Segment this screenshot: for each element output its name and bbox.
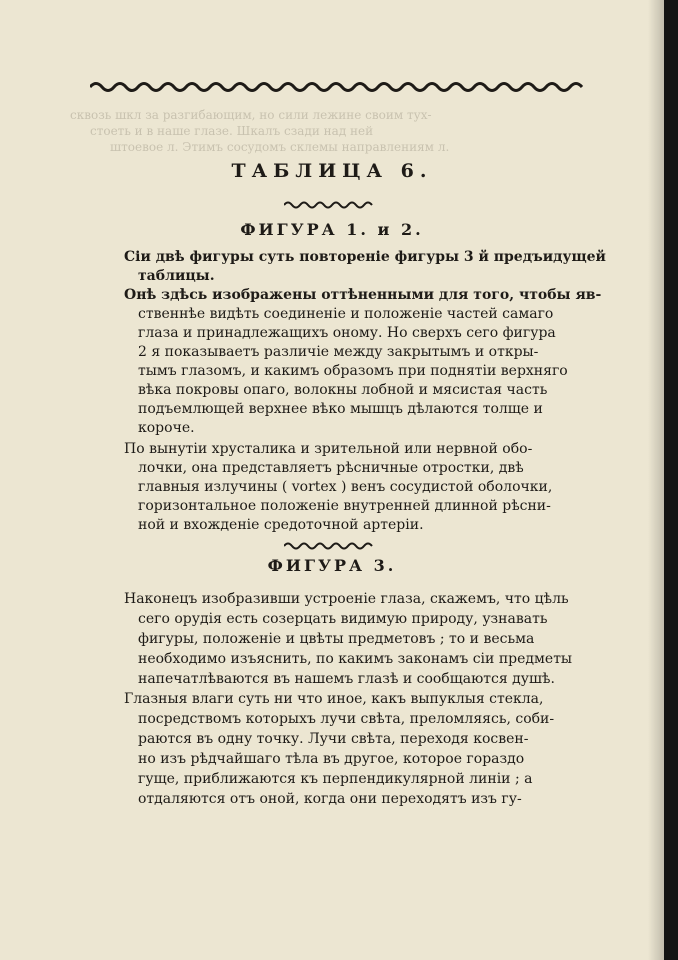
top-ornament-rule [90,80,590,94]
text-line: 2 я показываетъ различiе между закрытымъ и откры- [138,344,539,360]
text-line: гуще, приближаются къ перпендикулярной линiи ; а [138,771,533,787]
figure-1-2-heading: ФИГУРА 1. и 2. [240,220,424,239]
figure-3-heading: ФИГУРА 3. [267,556,397,575]
small-ornament [284,200,374,210]
text-line: сего орудiя есть созерцать видимую природу, узнавать [138,611,548,627]
text-line: По вынутiи хрусталика и зрительной или нервной обо- [124,441,533,457]
text-line: Сiи двѣ фигуры суть повторенiе фигуры 3 й предъидущей [124,249,606,265]
text-line: глаза и принадлежащихъ оному. Но сверхъ сего фигура [138,325,556,341]
text-line: но изъ рѣдчайшаго тѣла въ другое, которое гораздо [138,751,525,767]
text-line: Онѣ здѣсь изображены оттѣненными для того, чтобы яв- [124,287,602,303]
text-line: тымъ глазомъ, и какимъ образомъ при поднятiи верхняго [138,363,568,379]
bleed-through-line: сквозь шкл за разгибающим, но сили лежине своим тух- [70,108,432,122]
text-line: главныя излучины ( vortex ) венъ сосудистой оболочки, [138,479,553,495]
text-line: таблицы. [138,268,215,284]
page-edge-shadow [648,0,664,960]
bleed-through-line: штоевое л. Этимъ сосудомъ склемы направлениям л. [110,140,450,154]
text-line: ственнѣе видѣть соединенiе и положенiе частей самаго [138,306,554,322]
text-line: Наконецъ изобразивши устроенiе глаза, скажемъ, что цѣль [124,591,569,607]
text-line: посредствомъ которыхъ лучи свѣта, преломляясь, соби- [138,711,555,727]
text-line: отдаляются отъ оной, когда они переходятъ изъ гу- [138,791,522,807]
text-line: вѣка покровы опаго, волокны лобной и мясистая часть [138,382,548,398]
text-line: необходимо изъяснить, по какимъ законамъ сiи предметы [138,651,573,667]
text-line: короче. [138,420,195,436]
table-heading: ТАБЛИЦА 6. [231,160,433,182]
text-line: фигуры, положенiе и цвѣты предметовъ ; то и весьма [138,631,535,647]
text-line: раются въ одну точку. Лучи свѣта, переходя косвен- [138,731,529,747]
bleed-through-line: стоеть и в наше глазе. Шкалъ сзади над ней [90,124,374,138]
text-line: ной и вхожденiе средоточной артерiи. [138,517,424,533]
small-ornament [284,541,374,551]
text-line: подъемлющей верхнее вѣко мышцъ дѣлаются толще и [138,401,543,417]
text-line: лочки, она представляетъ рѣсничные отростки, двѣ [138,460,524,476]
text-line: Глазныя влаги суть ни что иное, какъ выпуклыя стекла, [124,691,544,707]
text-line: напечатлѣваются въ нашемъ глазѣ и сообщаются душѣ. [138,671,555,687]
text-line: горизонтальное положенiе внутренней длинной рѣсни- [138,498,551,514]
